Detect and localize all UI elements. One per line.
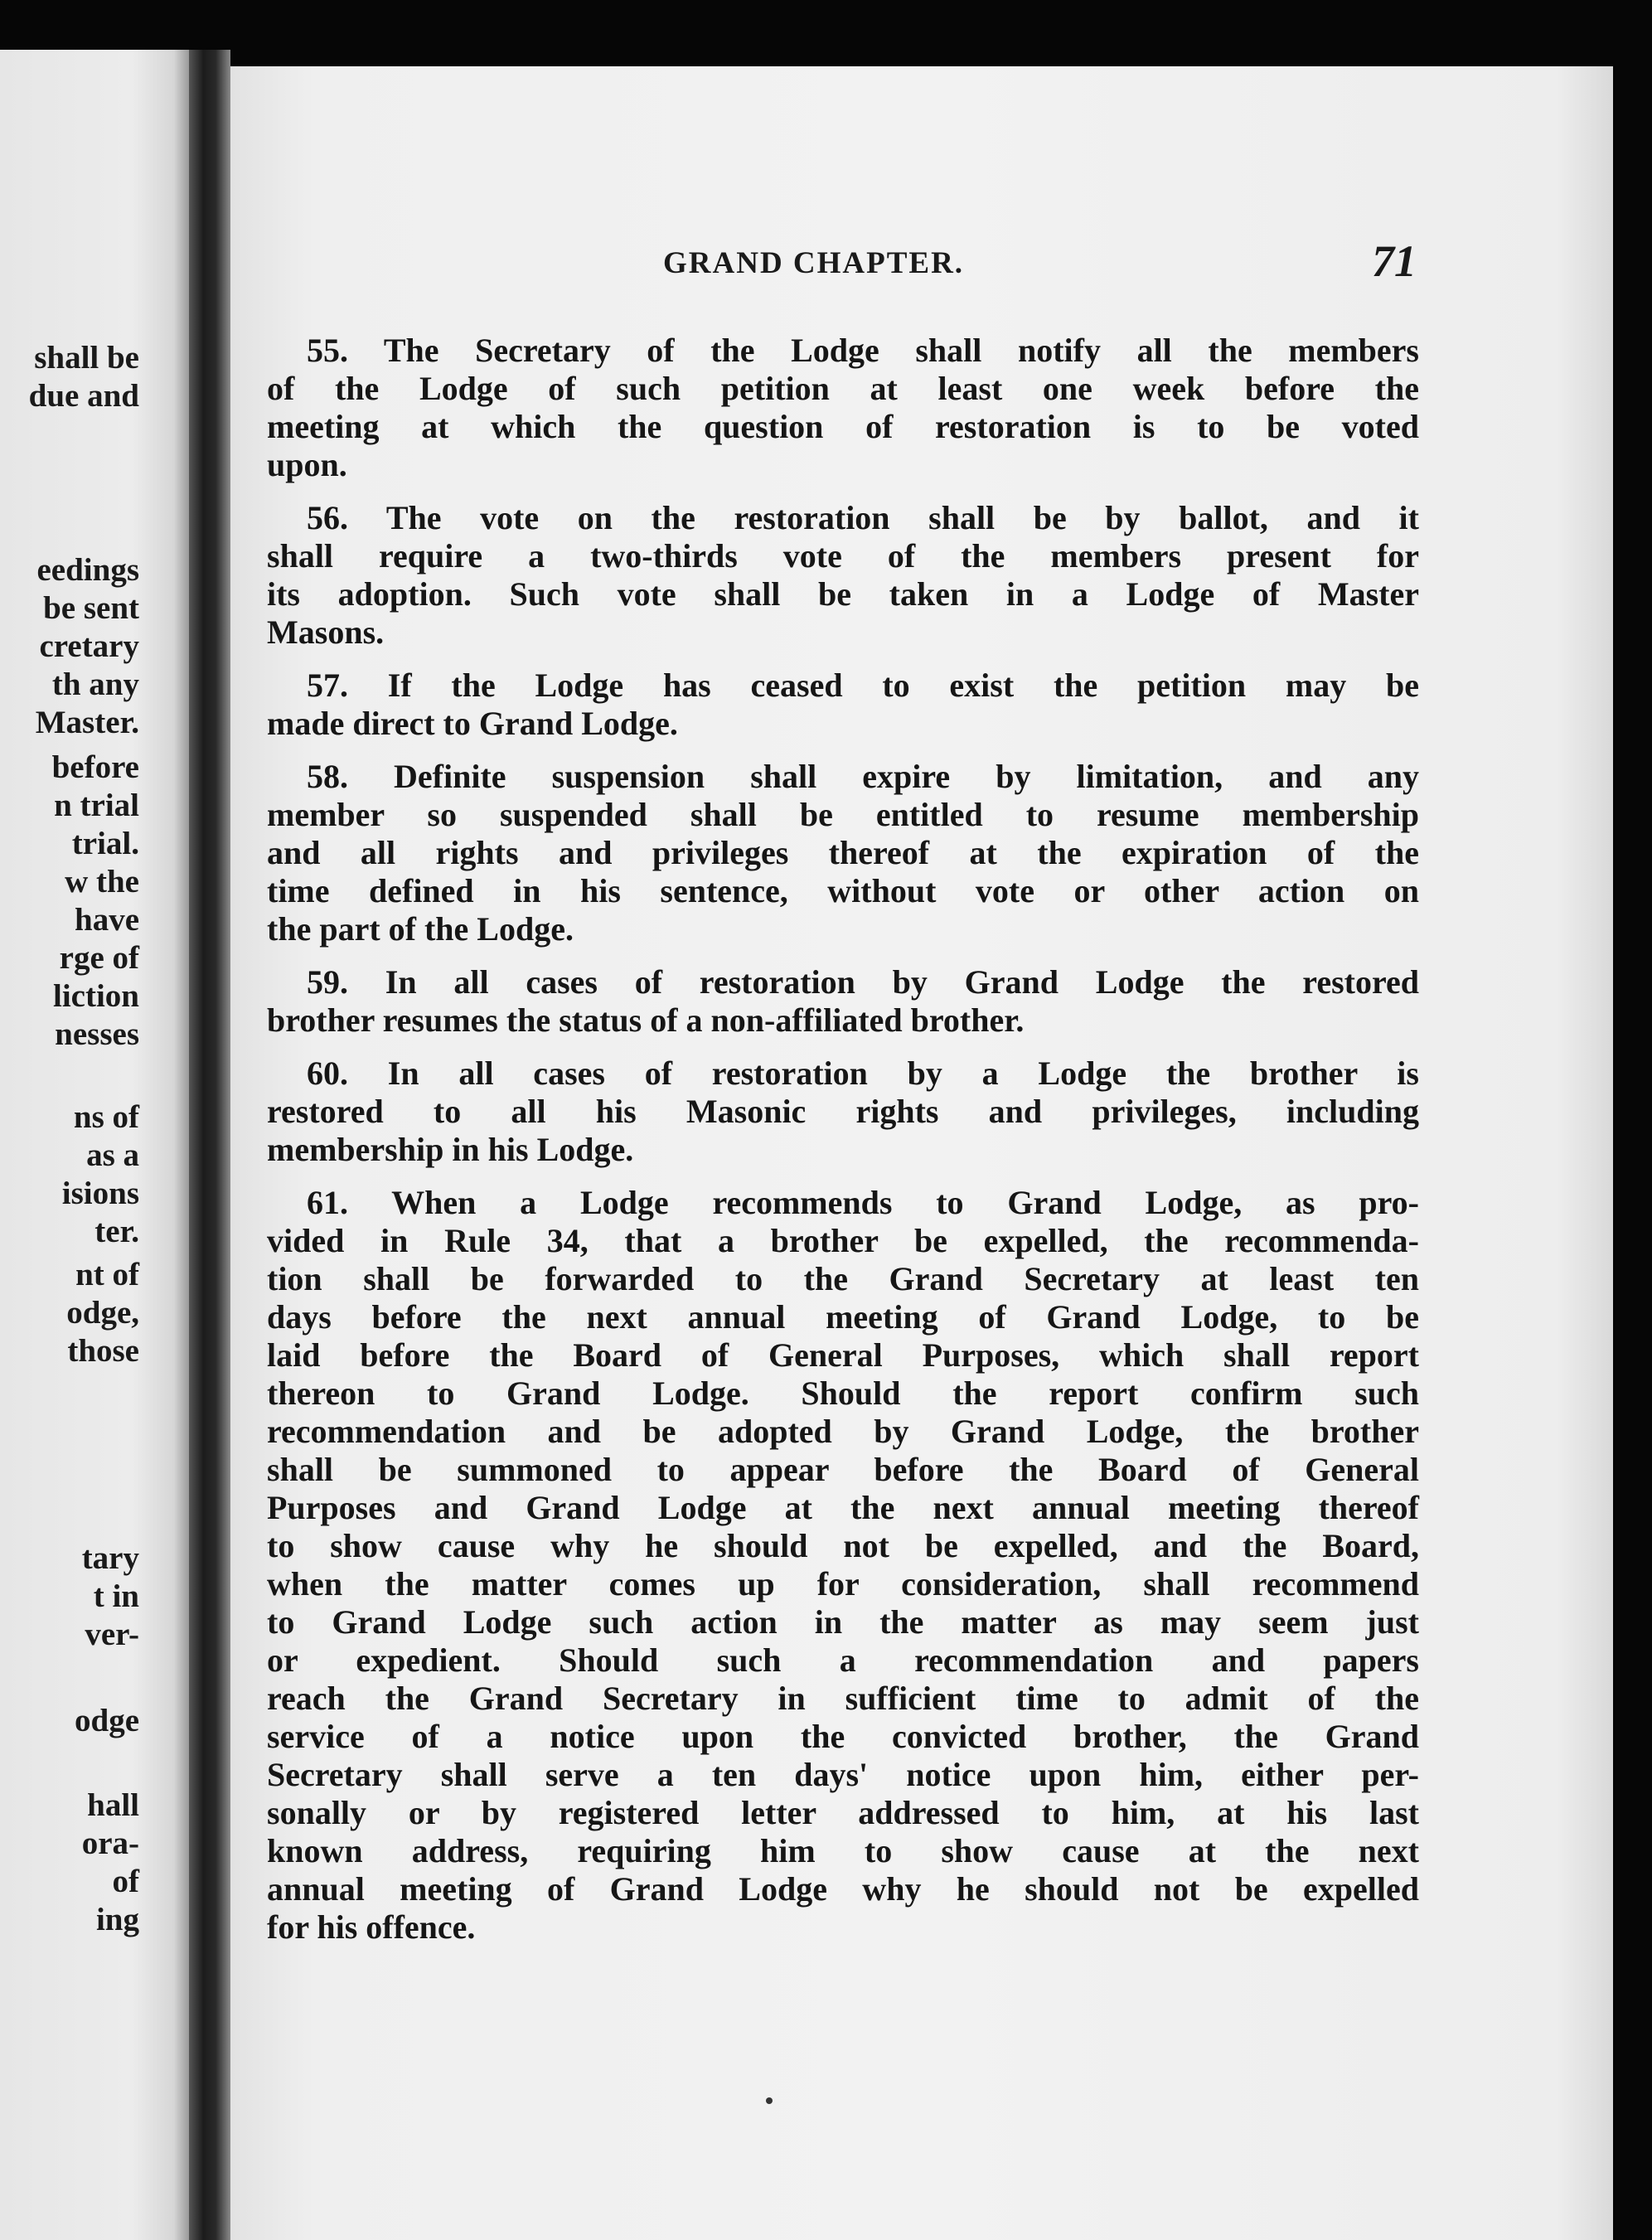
text-line: tion shall be forwarded to the Grand Secretary at least ten	[267, 1260, 1419, 1297]
left-fragment: tary	[81, 1540, 139, 1576]
left-fragment: eedings	[36, 552, 139, 588]
text-line: 56. The vote on the restoration shall be by ballot, and it	[307, 499, 1419, 536]
left-fragment: ter.	[94, 1214, 139, 1249]
text-line: thereon to Grand Lodge. Should the report confirm such	[267, 1375, 1419, 1412]
book-gutter	[189, 50, 230, 2240]
left-fragment: ing	[95, 1902, 139, 1937]
page-speck	[766, 2097, 773, 2104]
text-line: brother resumes the status of a non-affiliated brother.	[267, 1001, 1025, 1039]
left-fragment: before	[51, 749, 139, 785]
text-line: days before the next annual meeting of Grand Lodge, to be	[267, 1298, 1419, 1336]
text-line: annual meeting of Grand Lodge why he should not be expelled	[267, 1870, 1419, 1908]
rule-paragraph	[267, 499, 1419, 652]
left-fragment: n trial	[54, 788, 139, 823]
text-line: 59. In all cases of restoration by Grand Lodge the restored	[307, 963, 1419, 1001]
left-fragment: t in	[93, 1578, 139, 1614]
text-line: shall require a two-thirds vote of the members present for	[267, 537, 1419, 575]
left-fragment: th any	[51, 667, 139, 702]
text-line: Secretary shall serve a ten days' notice upon him, either per-	[267, 1756, 1419, 1793]
left-fragment: w the	[65, 864, 139, 899]
rule-paragraph	[267, 667, 1419, 743]
left-fragment: have	[75, 902, 139, 938]
rule-paragraph	[267, 1184, 1419, 1947]
text-line: 57. If the Lodge has ceased to exist the petition may be	[307, 667, 1419, 704]
text-line: shall be summoned to appear before the Board of General	[267, 1451, 1419, 1488]
text-line: to Grand Lodge such action in the matter as may seem just	[267, 1603, 1419, 1641]
left-fragment: those	[67, 1333, 139, 1369]
left-fragment: Master.	[35, 705, 139, 740]
running-head: GRAND CHAPTER.	[663, 246, 965, 280]
left-fragment: ver-	[85, 1617, 139, 1652]
left-fragment: as a	[86, 1137, 139, 1173]
rule-paragraph	[267, 332, 1419, 484]
text-line: member so suspended shall be entitled to resume membership	[267, 796, 1419, 833]
left-page	[0, 50, 189, 2240]
text-line: upon.	[267, 446, 347, 483]
text-line: Purposes and Grand Lodge at the next annual meeting thereof	[267, 1489, 1419, 1526]
text-line: 61. When a Lodge recommends to Grand Lodge, as pro-	[307, 1184, 1419, 1221]
text-line: restored to all his Masonic rights and privileges, including	[267, 1093, 1419, 1130]
text-line: its adoption. Such vote shall be taken in a Lodge of Master	[267, 575, 1419, 613]
text-line: of the Lodge of such petition at least one week before the	[267, 370, 1419, 407]
left-fragment: of	[112, 1864, 139, 1899]
left-fragment: nt of	[75, 1257, 139, 1292]
left-fragment: odge,	[66, 1295, 139, 1331]
left-fragment: ns of	[73, 1099, 139, 1135]
text-line: sonally or by registered letter addressed to him, at his last	[267, 1794, 1419, 1831]
text-line: known address, requiring him to show cause at the next	[267, 1832, 1419, 1869]
left-fragment: odge	[75, 1703, 139, 1738]
text-line: 55. The Secretary of the Lodge shall notify all the members	[307, 332, 1419, 369]
text-line: Masons.	[267, 613, 385, 651]
text-line: meeting at which the question of restoration is to be voted	[267, 408, 1419, 445]
rule-paragraph	[267, 1055, 1419, 1169]
left-fragment: nesses	[55, 1016, 139, 1052]
text-line: for his offence.	[267, 1908, 476, 1946]
left-fragment: be sent	[43, 590, 139, 626]
text-line: 58. Definite suspension shall expire by limitation, and any	[307, 758, 1419, 795]
left-fragment: ora-	[81, 1825, 139, 1861]
left-fragment: isions	[61, 1176, 139, 1211]
rule-paragraph	[267, 963, 1419, 1040]
left-fragment: hall	[87, 1787, 139, 1823]
left-fragment: trial.	[71, 826, 139, 861]
text-line: or expedient. Should such a recommendation and papers	[267, 1641, 1419, 1679]
text-line: made direct to Grand Lodge.	[267, 705, 678, 742]
left-fragment: rge of	[59, 940, 139, 976]
text-line: when the matter comes up for consideration, shall recommend	[267, 1565, 1419, 1602]
text-line: and all rights and privileges thereof at the expiration of the	[267, 834, 1419, 871]
rule-paragraph	[267, 758, 1419, 948]
left-fragment: due and	[28, 378, 139, 414]
left-fragment: cretary	[39, 628, 139, 664]
text-line: reach the Grand Secretary in sufficient time to admit of the	[267, 1680, 1419, 1717]
text-line: the part of the Lodge.	[267, 910, 574, 948]
text-line: membership in his Lodge.	[267, 1131, 634, 1168]
left-page-text-fragments	[0, 50, 189, 2240]
text-line: 60. In all cases of restoration by a Lodge the brother is	[307, 1055, 1419, 1092]
left-fragment: shall be	[34, 340, 139, 376]
left-fragment: liction	[53, 978, 139, 1014]
text-line: to show cause why he should not be expelled, and the Board,	[267, 1527, 1419, 1564]
text-line: vided in Rule 34, that a brother be expelled, the recommenda-	[267, 1222, 1419, 1259]
page-number: 71	[1372, 236, 1417, 286]
rules-text	[267, 332, 1419, 1961]
text-line: service of a notice upon the convicted brother, the Grand	[267, 1718, 1419, 1755]
text-line: recommendation and be adopted by Grand Lodge, the brother	[267, 1413, 1419, 1450]
text-line: laid before the Board of General Purposes, which shall report	[267, 1336, 1419, 1374]
text-line: time defined in his sentence, without vote or other action on	[267, 872, 1419, 909]
